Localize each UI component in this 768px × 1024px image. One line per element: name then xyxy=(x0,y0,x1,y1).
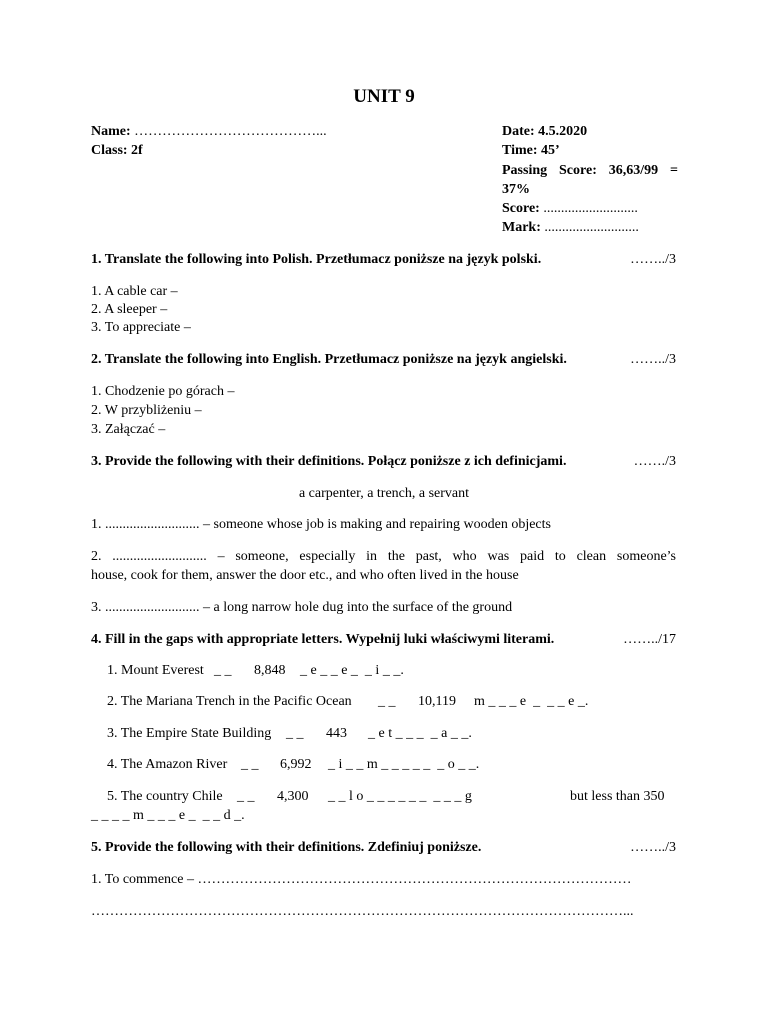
mark-field[interactable]: ........................... xyxy=(544,220,639,235)
score-row xyxy=(502,201,638,217)
gap-blank: _ _ xyxy=(241,757,259,772)
gap-item-label: 5. The country Chile xyxy=(107,789,223,804)
mark-label: Mark: xyxy=(502,220,541,235)
gap-item-value: 10,119 xyxy=(418,694,456,709)
gap-item-label: 3. The Empire State Building xyxy=(107,726,272,741)
gap-blank: _ _ xyxy=(237,789,255,804)
list-item: 1. Chodzenie po górach – xyxy=(91,384,235,399)
definition-answer-line-1[interactable]: 1. To commence – ………………………………………………………………………………… xyxy=(91,872,632,887)
list-item: 2. A sleeper – xyxy=(91,302,168,317)
page-title: UNIT 9 xyxy=(353,86,415,107)
list-item: 1. A cable car – xyxy=(91,284,178,299)
section-2-title: 2. Translate the following into English. Przetłumacz poniższe na język angielski. xyxy=(91,352,567,367)
gap-item-label: 4. The Amazon River xyxy=(107,757,228,772)
section-2-points: ……../3 xyxy=(630,352,676,367)
class-label: Class: 2f xyxy=(91,143,143,158)
section-4-title: 4. Fill in the gaps with appropriate letters. Wypełnij luki właściwymi literami. xyxy=(91,632,555,647)
gap-pattern: _ i _ _ m _ _ _ _ _ _ o _ _. xyxy=(328,757,480,772)
score-label: Score: xyxy=(502,201,540,216)
section-5-points: ……../3 xyxy=(630,840,676,855)
definition-item-2-line2: house, cook for them, answer the door etc., and who often lived in the house xyxy=(91,568,519,583)
gap-item-value: 4,300 xyxy=(277,789,309,804)
name-field[interactable]: …………………………………... xyxy=(134,124,327,139)
section-1-title: 1. Translate the following into Polish. Przetłumacz poniższe na język polski. xyxy=(91,252,542,267)
score-field[interactable]: ........................... xyxy=(543,201,638,216)
mark-row xyxy=(502,220,639,236)
gap-blank: _ _ xyxy=(378,694,396,709)
gap-pattern: m _ _ _ e _ _ _ e _. xyxy=(474,694,589,709)
gap-pattern: _ _ l o _ _ _ _ _ _ _ _ _ g xyxy=(328,789,472,804)
section-1-points: ……../3 xyxy=(630,252,676,267)
definition-answer-line-2[interactable]: ……………………………………………………………………………………………………... xyxy=(91,904,634,919)
gap-item-label: 1. Mount Everest xyxy=(107,663,204,678)
gap-pattern: _ e _ _ e _ _ i _ _. xyxy=(300,663,404,678)
section-5-title: 5. Provide the following with their definitions. Zdefiniuj poniższe. xyxy=(91,840,482,855)
definition-item-1: 1. ........................... – someone whose job is making and repairing wooden objects xyxy=(91,517,551,532)
gap-item-suffix: but less than 350 xyxy=(570,789,665,804)
gap-item-value: 6,992 xyxy=(280,757,312,772)
list-item: 3. To appreciate – xyxy=(91,320,191,335)
section-3-points: ……./3 xyxy=(633,454,676,469)
name-row xyxy=(91,124,327,140)
section-4-points: ……../17 xyxy=(623,632,676,647)
time-label: Time: 45’ xyxy=(502,143,560,158)
gap-blank: _ _ xyxy=(214,663,232,678)
gap-item-value: 8,848 xyxy=(254,663,286,678)
word-bank: a carpenter, a trench, a servant xyxy=(298,486,470,501)
list-item: 2. W przybliżeniu – xyxy=(91,403,202,418)
definition-item-2-line1: 2. ........................... – someone, especially in the past, who was paid to clean someone’s xyxy=(91,549,676,564)
gap-item-label: 2. The Mariana Trench in the Pacific Ocean xyxy=(107,694,352,709)
definition-item-3: 3. ........................... – a long narrow hole dug into the surface of the ground xyxy=(91,600,513,615)
gap-item-value: 443 xyxy=(326,726,347,741)
gap-pattern: _ e t _ _ _ _ a _ _. xyxy=(368,726,472,741)
gap-blank: _ _ xyxy=(286,726,304,741)
passing-score-line2: 37% xyxy=(502,182,530,197)
date-label: Date: 4.5.2020 xyxy=(502,124,588,139)
list-item: 3. Załączać – xyxy=(91,422,166,437)
passing-score-line1: Passing Score: 36,63/99 = xyxy=(502,163,678,178)
section-3-title: 3. Provide the following with their definitions. Połącz poniższe z ich definicjami. xyxy=(91,454,567,469)
gap-pattern-line2: _ _ _ _ m _ _ _ e _ _ _ d _. xyxy=(91,808,245,823)
name-label: Name: xyxy=(91,124,131,139)
